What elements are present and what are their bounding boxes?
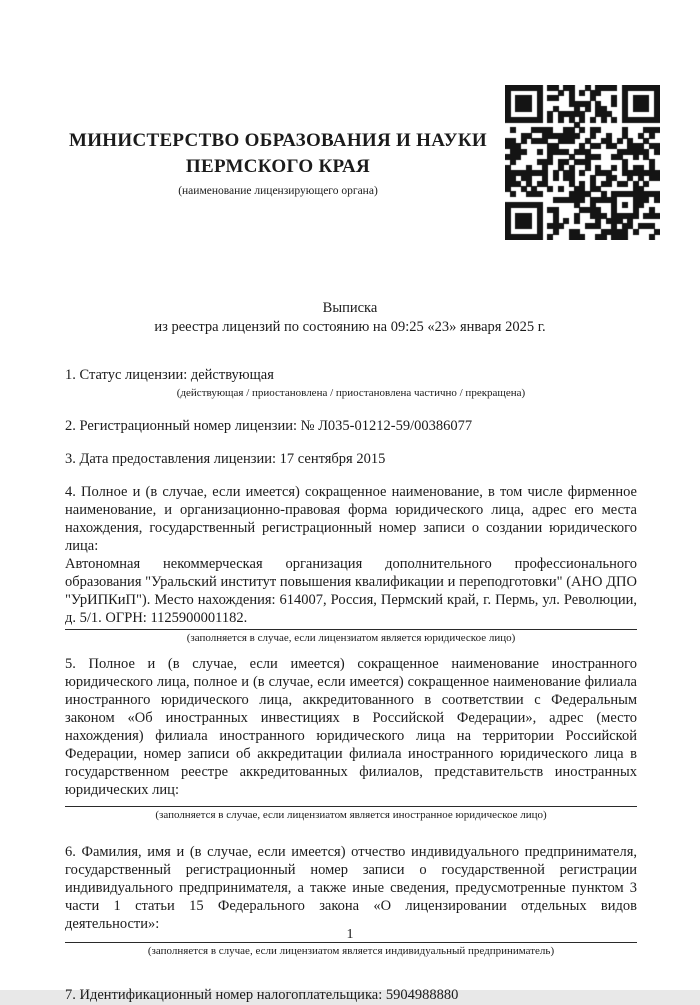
page-number: 1 [346, 927, 354, 942]
document-title-line2: из реестра лицензий по состоянию на 09:25 «23» января 2025 г. [154, 319, 546, 335]
document-header [52, 128, 504, 198]
foreign-entity-note: (заполняется в случае, если лицензиатом является иностранное юридическое лицо) [155, 809, 547, 821]
field-legal-entity [65, 483, 637, 645]
individual-entrepreneur-note: (заполняется в случае, если лицензиатом является индивидуальный предприниматель) [147, 945, 555, 957]
field-taxpayer-number [65, 986, 637, 1005]
taxpayer-number-text: 7. Идентификационный номер налогоплательщика: 5904988880 [65, 987, 459, 1003]
field-registration-number [65, 417, 637, 436]
ministry-name-line1: МИНИСТЕРСТВО ОБРАЗОВАНИЯ И НАУКИ [68, 130, 488, 151]
legal-entity-note: (заполняется в случае, если лицензиатом является юридическое лицо) [186, 632, 516, 644]
legal-entity-label: 4. Полное и (в случае, если имеется) сокращенное наименование, в том числе фирменное наименование, и организационно-правовая форма юридического лица, адрес его места нахождения, государственный регистрационный номер записи о создании юридического лица: [65, 484, 637, 554]
foreign-entity-blank-line [65, 806, 637, 807]
legal-entity-underline [65, 629, 637, 630]
foreign-entity-label: 5. Полное и (в случае, если имеется) сокращенное наименование иностранного юридического лица, полное и (в случае, если имеется) сокращенное наименование филиала иностранного юридического лица, аккредитованного в соответствии с Федеральным законом «Об иностранных инвестициях в Российской Федерации», адрес (место нахождения) филиала иностранного юридического лица на территории Российской Федерации, номер записи об аккредитации филиала иностранного юридического лица в государственном реестре аккредитованных филиалов, представительств иностранных юридических лиц: [65, 656, 637, 798]
ministry-name-line2: ПЕРМСКОГО КРАЯ [185, 156, 371, 177]
legal-entity-value: Автономная некоммерческая организация дополнительного профессионального образования "Уральский институт повышения квалификации и переподготовки" (АНО ДПО "УрИПКиП"). Место нахождения: 614007, Россия, Пермский край, г. Пермь, ул. Революции, д. 5/1. ОГРН: 1125900001182. [65, 556, 637, 626]
licensing-authority-caption: (наименование лицензирующего органа) [178, 185, 378, 197]
field-license-status [65, 366, 637, 400]
document-title-line1: Выписка [322, 300, 378, 316]
license-date-text: 3. Дата предоставления лицензии: 17 сентября 2015 [65, 451, 386, 467]
document-title [0, 299, 700, 337]
individual-entrepreneur-label: 6. Фамилия, имя и (в случае, если имеется) отчество индивидуального предпринимателя, государственный регистрационный номер записи о государственной регистрации индивидуального предпринимателя, а также иные сведения, предусмотренные пунктом 3 части 1 статьи 15 Федерального закона «О лицензировании отдельных видов деятельности»: [65, 844, 637, 932]
field-foreign-entity [65, 655, 637, 822]
registration-number-text: 2. Регистрационный номер лицензии: № Л035-01212-59/00386077 [65, 418, 473, 434]
qr-code-icon [505, 85, 660, 240]
document-body [65, 366, 637, 1005]
license-status-text: 1. Статус лицензии: действующая [65, 367, 274, 383]
field-license-date [65, 450, 637, 469]
license-status-note: (действующая / приостановлена / приостановлена частично / прекращена) [176, 387, 526, 399]
